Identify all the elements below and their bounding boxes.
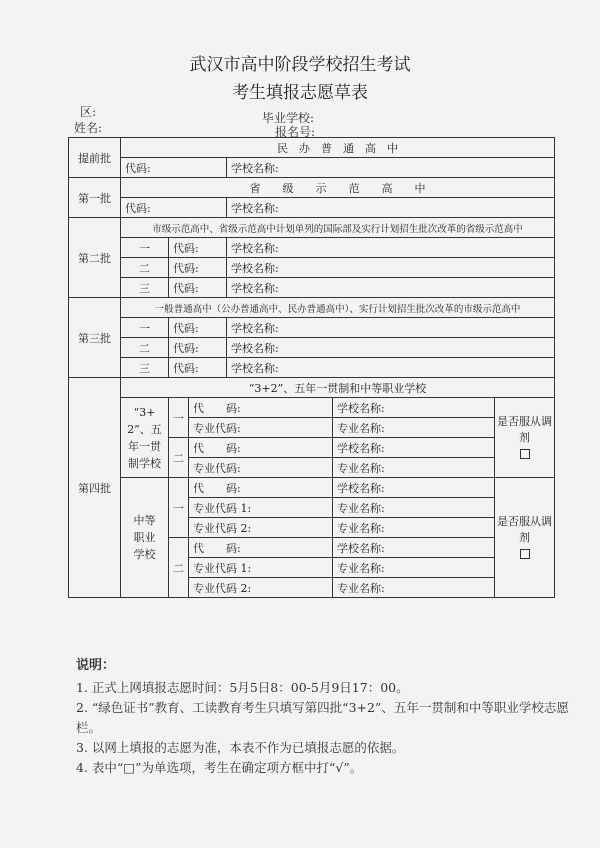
major-code-1-label: 专业代码 1: (193, 561, 252, 575)
form-title: 武汉市高中阶段学校招生考试 (189, 55, 411, 75)
adjust-checkbox-2[interactable] (520, 549, 530, 559)
accept-adjust-label: 是否服从调剂 (497, 515, 552, 544)
major-name-label: 专业名称: (337, 461, 385, 475)
rank-two: 二 (169, 538, 189, 598)
notes-section (76, 656, 576, 778)
early-batch-category: 民 办 普 通 高 中 (121, 138, 555, 158)
major-name-label: 专业名称: (337, 521, 385, 535)
code-label: 代码: (173, 281, 199, 295)
code-label: 代 码: (193, 441, 241, 455)
reg-number-label: 报名号: (275, 125, 316, 139)
adjust-cell-1 (495, 398, 555, 478)
rank-two: 二 (121, 338, 169, 358)
code-label: 代码: (125, 201, 151, 215)
district-label: 区: (80, 105, 97, 119)
second-code-field-3[interactable] (169, 278, 227, 298)
third-code-field-3[interactable] (169, 358, 227, 378)
third-batch-label: 第三批 (69, 298, 121, 378)
graduate-school-label: 毕业学校: (262, 111, 315, 125)
code-label: 代码: (173, 341, 199, 355)
s1-r2-school-field[interactable] (333, 438, 495, 458)
rank-one: 一 (121, 238, 169, 258)
note-item: 2. “绿色证书”教育、工读教育考生只填写第四批“3+2”、五年一贯制和中等职业学校志愿栏。 (76, 700, 569, 735)
second-code-field-1[interactable] (169, 238, 227, 258)
rank-one: 一 (121, 318, 169, 338)
notes-heading: 说明： (76, 658, 116, 673)
rank-one: 一 (169, 478, 189, 538)
school-name-label: 学校名称: (231, 161, 279, 175)
s2-r2-major-name2-field[interactable] (333, 578, 495, 598)
s2-r2-major-name1-field[interactable] (333, 558, 495, 578)
second-code-field-2[interactable] (169, 258, 227, 278)
code-label: 代码: (173, 241, 199, 255)
first-code-field[interactable] (121, 198, 227, 218)
major-code-label: 专业代码: (193, 421, 241, 435)
first-batch-category: 省 级 示 范 高 中 (121, 178, 555, 198)
school-name-label: 学校名称: (231, 241, 279, 255)
s2-r1-major-name2-field[interactable] (333, 518, 495, 538)
early-school-field[interactable] (227, 158, 555, 178)
code-label: 代 码: (193, 541, 241, 555)
s2-r1-code-field[interactable] (189, 478, 333, 498)
s1-r1-major-code-field[interactable] (189, 418, 333, 438)
school-name-label: 学校名称: (337, 401, 385, 415)
second-school-field-3[interactable] (227, 278, 555, 298)
third-batch-note: 一般普通高中（公办普通高中、民办普通高中）、实行计划招生批次改革的市级示范高中 (121, 298, 555, 318)
rank-two: 二 (121, 258, 169, 278)
first-school-field[interactable] (227, 198, 555, 218)
s1-r2-major-name-field[interactable] (333, 458, 495, 478)
s2-r1-school-field[interactable] (333, 478, 495, 498)
third-code-field-2[interactable] (169, 338, 227, 358)
third-school-field-1[interactable] (227, 318, 555, 338)
early-batch-label: 提前批 (69, 138, 121, 178)
code-label: 代码: (173, 261, 199, 275)
major-code-label: 专业代码: (193, 461, 241, 475)
s2-r1-major-code2-field[interactable] (189, 518, 333, 538)
s1-r1-school-field[interactable] (333, 398, 495, 418)
first-batch-label: 第一批 (69, 178, 121, 218)
fourth-batch-label: 第四批 (69, 378, 121, 598)
third-code-field-1[interactable] (169, 318, 227, 338)
note-item: 1. 正式上网填报志愿时间：5月5日8：00-5月9日17：00。 (76, 680, 409, 695)
code-label: 代码: (173, 321, 199, 335)
third-school-field-3[interactable] (227, 358, 555, 378)
school-name-label: 学校名称: (231, 361, 279, 375)
major-name-label: 专业名称: (337, 501, 385, 515)
rank-two: 二 (169, 438, 189, 478)
school-name-label: 学校名称: (337, 481, 385, 495)
school-name-label: 学校名称: (337, 441, 385, 455)
school-name-label: 学校名称: (231, 321, 279, 335)
s1-r1-code-field[interactable] (189, 398, 333, 418)
fourth-sub1-label: “3+2”、五年一贯制学校 (121, 398, 169, 478)
s2-r2-major-code1-field[interactable] (189, 558, 333, 578)
school-name-label: 学校名称: (231, 201, 279, 215)
major-code-2-label: 专业代码 2: (193, 521, 252, 535)
school-name-label: 学校名称: (337, 541, 385, 555)
fourth-batch-category: “3+2”、五年一贯制和中等职业学校 (121, 378, 555, 398)
school-name-label: 学校名称: (231, 341, 279, 355)
major-name-label: 专业名称: (337, 581, 385, 595)
code-label: 代码: (173, 361, 199, 375)
second-school-field-1[interactable] (227, 238, 555, 258)
code-label: 代码: (125, 161, 151, 175)
rank-one: 一 (169, 398, 189, 438)
second-batch-label: 第二批 (69, 218, 121, 298)
major-code-2-label: 专业代码 2: (193, 581, 252, 595)
code-label: 代 码: (193, 401, 241, 415)
adjust-checkbox-1[interactable] (520, 449, 530, 459)
code-label: 代 码: (193, 481, 241, 495)
rank-three: 三 (121, 278, 169, 298)
fourth-sub2-label: 中等职业学校 (121, 478, 169, 598)
rank-three: 三 (121, 358, 169, 378)
s1-r2-major-code-field[interactable] (189, 458, 333, 478)
s2-r2-major-code2-field[interactable] (189, 578, 333, 598)
accept-adjust-label: 是否服从调剂 (497, 415, 552, 444)
application-form-table (68, 137, 555, 598)
s2-r2-school-field[interactable] (333, 538, 495, 558)
school-name-label: 学校名称: (231, 281, 279, 295)
s1-r2-code-field[interactable] (189, 438, 333, 458)
s2-r1-major-name1-field[interactable] (333, 498, 495, 518)
second-school-field-2[interactable] (227, 258, 555, 278)
s1-r1-major-name-field[interactable] (333, 418, 495, 438)
third-school-field-2[interactable] (227, 338, 555, 358)
major-code-1-label: 专业代码 1: (193, 501, 252, 515)
major-name-label: 专业名称: (337, 561, 385, 575)
second-batch-note: 市级示范高中、省级示范高中计划单列的国际部及实行计划招生批次改革的省级示范高中 (121, 218, 555, 238)
s2-r2-code-field[interactable] (189, 538, 333, 558)
note-item: 4. 表中“□”为单选项，考生在确定项方框中打“√”。 (76, 760, 363, 775)
major-name-label: 专业名称: (337, 421, 385, 435)
name-label: 姓名: (74, 121, 103, 135)
adjust-cell-2 (495, 478, 555, 598)
early-code-field[interactable] (121, 158, 227, 178)
school-name-label: 学校名称: (231, 261, 279, 275)
note-item: 3. 以网上填报的志愿为准，本表不作为已填报志愿的依据。 (76, 740, 405, 755)
form-subtitle: 考生填报志愿草表 (232, 83, 368, 103)
s2-r1-major-code1-field[interactable] (189, 498, 333, 518)
